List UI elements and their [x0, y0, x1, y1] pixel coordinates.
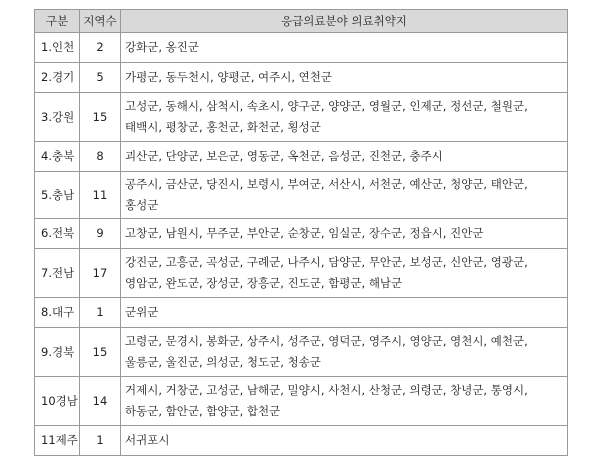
medical-vulnerable-areas-table-container: [34, 9, 567, 456]
row-areas: 강진군, 고흥군, 곡성군, 구례군, 나주시, 담양군, 무안군, 보성군, 신안군, 영광군, 영암군, 완도군, 장성군, 장흥군, 진도군, 함평군, 해남군: [121, 249, 568, 298]
table-row: [35, 377, 568, 426]
row-areas: 공주시, 금산군, 당진시, 보령시, 부여군, 서산시, 서천군, 예산군, 청양군, 태안군, 홍성군: [121, 172, 568, 219]
row-region: 3.강원: [35, 93, 80, 142]
row-areas: 거제시, 거창군, 고성군, 남해군, 밀양시, 사천시, 산청군, 의령군, 창녕군, 통영시, 하동군, 함안군, 함양군, 합천군: [121, 377, 568, 426]
row-areas: 군위군: [121, 298, 568, 328]
header-count: 지역수: [80, 10, 121, 33]
row-areas: 고창군, 남원시, 무주군, 부안군, 순창군, 임실군, 장수군, 정읍시, 진안군: [121, 219, 568, 249]
row-areas: 강화군, 옹진군: [121, 33, 568, 63]
row-region: 2.경기: [35, 63, 80, 93]
table-row: [35, 426, 568, 456]
header-areas: 응급의료분야 의료취약지: [121, 10, 568, 33]
header-region: 구분: [35, 10, 80, 33]
row-areas: 가평군, 동두천시, 양평군, 여주시, 연천군: [121, 63, 568, 93]
table-row: [35, 328, 568, 377]
medical-vulnerable-areas-table: [34, 9, 568, 456]
row-region: 11제주: [35, 426, 80, 456]
row-region: 5.충남: [35, 172, 80, 219]
row-region: 10경남: [35, 377, 80, 426]
row-count: 2: [80, 33, 121, 63]
table-row: [35, 249, 568, 298]
table-row: [35, 33, 568, 63]
table-row: [35, 219, 568, 249]
row-count: 15: [80, 328, 121, 377]
table-header-row: [35, 10, 568, 33]
table-row: [35, 63, 568, 93]
row-region: 9.경북: [35, 328, 80, 377]
row-count: 8: [80, 142, 121, 172]
row-areas: 고성군, 동해시, 삼척시, 속초시, 양구군, 양양군, 영월군, 인제군, 정선군, 철원군, 태백시, 평창군, 홍천군, 화천군, 횡성군: [121, 93, 568, 142]
row-areas: 괴산군, 단양군, 보은군, 영동군, 옥천군, 음성군, 진천군, 충주시: [121, 142, 568, 172]
table-row: [35, 298, 568, 328]
row-region: 4.충북: [35, 142, 80, 172]
row-region: 6.전북: [35, 219, 80, 249]
table-row: [35, 93, 568, 142]
row-count: 11: [80, 172, 121, 219]
row-region: 8.대구: [35, 298, 80, 328]
row-region: 1.인천: [35, 33, 80, 63]
row-areas: 고령군, 문경시, 봉화군, 상주시, 성주군, 영덕군, 영주시, 영양군, 영천시, 예천군, 울릉군, 울진군, 의성군, 청도군, 청송군: [121, 328, 568, 377]
row-count: 15: [80, 93, 121, 142]
row-count: 5: [80, 63, 121, 93]
row-count: 17: [80, 249, 121, 298]
row-areas: 서귀포시: [121, 426, 568, 456]
table-row: [35, 172, 568, 219]
row-count: 1: [80, 298, 121, 328]
table-row: [35, 142, 568, 172]
row-count: 14: [80, 377, 121, 426]
row-count: 1: [80, 426, 121, 456]
row-count: 9: [80, 219, 121, 249]
row-region: 7.전남: [35, 249, 80, 298]
